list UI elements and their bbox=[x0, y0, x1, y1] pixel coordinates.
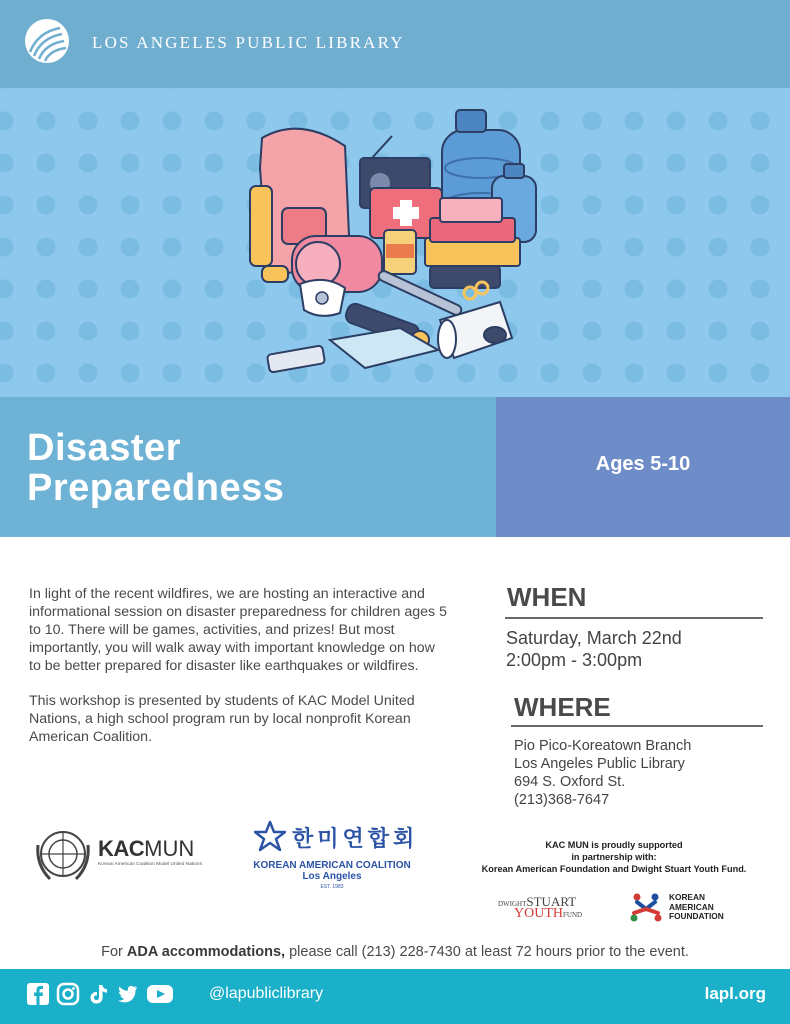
kaf-line2: AMERICAN bbox=[669, 901, 714, 912]
whistle-icon bbox=[262, 266, 288, 282]
website-link[interactable]: lapl.org bbox=[704, 984, 766, 1003]
sponsor-note-line1: KAC MUN is proudly supported bbox=[545, 840, 683, 850]
kacmun-logo bbox=[98, 836, 194, 862]
kac-city: Los Angeles bbox=[302, 871, 362, 882]
phone-icon bbox=[267, 345, 325, 372]
when-heading: WHEN bbox=[507, 582, 587, 612]
face-mask-icon bbox=[300, 280, 345, 316]
when-details bbox=[506, 627, 682, 671]
emergency-kit-illustration bbox=[0, 88, 790, 397]
kaf-people-icon bbox=[628, 892, 664, 924]
duct-tape-icon bbox=[484, 327, 506, 343]
event-title bbox=[27, 428, 284, 508]
twitter-icon[interactable] bbox=[115, 982, 139, 1006]
ages-box bbox=[496, 397, 790, 537]
ada-suffix: please call (213) 228-7430 at least 72 hours prior to the event. bbox=[285, 944, 689, 960]
branch-name: Pio Pico-Koreatown Branch bbox=[514, 738, 692, 754]
ada-bold: ADA accommodations, bbox=[126, 944, 286, 960]
branch-address: 694 S. Oxford St. bbox=[514, 774, 626, 790]
korean-american-foundation-logo bbox=[669, 893, 724, 922]
kac-hangul-name: 한미연합회 bbox=[292, 826, 419, 851]
un-emblem-icon bbox=[34, 825, 92, 883]
library-system: Los Angeles Public Library bbox=[514, 756, 685, 772]
description-paragraph-2: This workshop is presented by students of KAC Model United Nations, a high school program run by local nonprofit Korean American Coalition. bbox=[29, 693, 415, 745]
kac-star-icon bbox=[254, 820, 286, 852]
dsyf-youth: YOUTH bbox=[514, 906, 563, 921]
youtube-icon[interactable] bbox=[146, 982, 174, 1006]
dsyf-dwight: DWIGHT bbox=[498, 900, 527, 908]
event-description bbox=[29, 585, 449, 763]
library-name: LOS ANGELES PUBLIC LIBRARY bbox=[92, 33, 405, 52]
sponsor-note-line2: in partnership with: bbox=[571, 852, 657, 862]
event-date: Saturday, March 22nd bbox=[506, 628, 682, 648]
social-handle[interactable]: @lapubliclibrary bbox=[209, 985, 324, 1002]
ages-label: Ages 5-10 bbox=[595, 453, 691, 475]
footer-bar bbox=[0, 969, 790, 1024]
kacmun-logo-kac: KAC bbox=[98, 836, 145, 861]
event-title-line2: Preparedness bbox=[27, 467, 285, 509]
header-bar bbox=[0, 0, 790, 88]
kac-english-name: KOREAN AMERICAN COALITION bbox=[253, 860, 411, 871]
event-time: 2:00pm - 3:00pm bbox=[506, 650, 643, 670]
battery-pack-icon bbox=[430, 266, 500, 288]
ada-notice bbox=[0, 944, 790, 960]
event-title-line1: Disaster bbox=[27, 427, 181, 469]
sponsor-note-line3: Korean American Foundation and Dwight Stuart Youth Fund. bbox=[481, 864, 747, 874]
kac-established: EST. 1983 bbox=[320, 884, 344, 890]
dsyf-fund: FUND bbox=[563, 911, 583, 919]
kacmun-logo-mun: MUN bbox=[144, 836, 195, 861]
facebook-icon[interactable] bbox=[26, 982, 50, 1006]
when-divider bbox=[505, 617, 763, 619]
sponsor-note bbox=[448, 839, 780, 875]
where-heading: WHERE bbox=[514, 692, 611, 722]
lapl-logo-icon bbox=[24, 18, 70, 64]
dsyf-stuart: STUART bbox=[526, 894, 577, 909]
where-divider bbox=[511, 725, 763, 727]
canned-food-icon bbox=[384, 230, 416, 274]
kacmun-subtitle: Korean American Coalition Model United Nations bbox=[98, 862, 202, 867]
kaf-line1: KOREAN bbox=[669, 892, 705, 902]
description-paragraph-1: In light of the recent wildfires, we are hosting an interactive and informational session on disaster preparedness for children ages 5 to 10. There will be games, activities, and prizes! But most importantly, you will walk away with important knowledge on how to be better prepared for disaster like earthquakes or wildfires. bbox=[29, 586, 447, 674]
instagram-icon[interactable] bbox=[56, 982, 80, 1006]
where-details bbox=[514, 737, 691, 809]
branch-phone: (213)368-7647 bbox=[514, 792, 610, 808]
ada-prefix: For bbox=[101, 944, 127, 960]
kaf-line3: FOUNDATION bbox=[669, 911, 724, 922]
tiktok-icon[interactable] bbox=[86, 982, 110, 1006]
hero-illustration bbox=[0, 88, 790, 397]
dwight-stuart-youth-fund-logo bbox=[498, 894, 598, 924]
